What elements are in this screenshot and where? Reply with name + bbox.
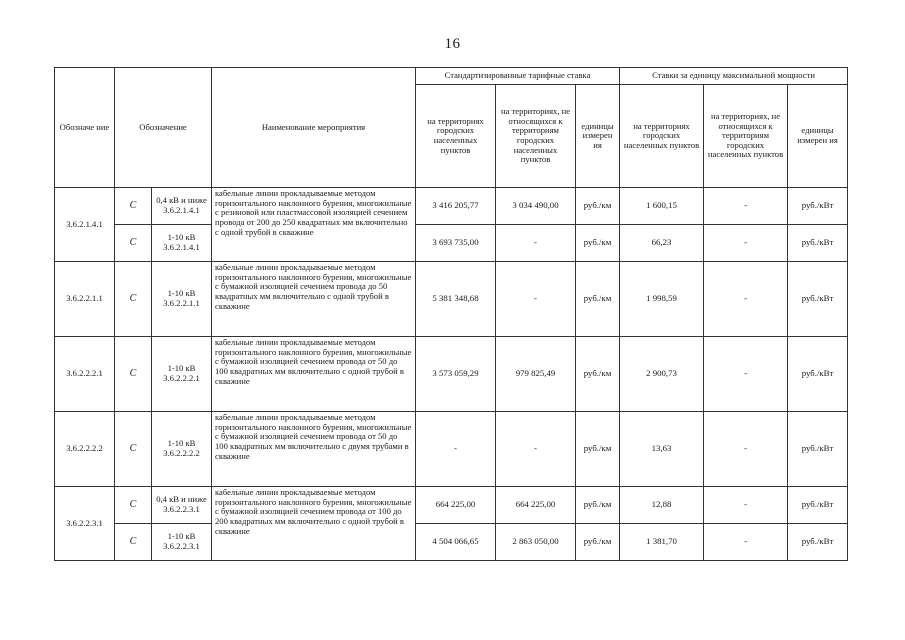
table-row [55, 524, 848, 561]
row-name: кабельные линии прокладываемые методом горизонтального наклонного бурения, многожильные с резиновой или пластмассовой изоляцией сечением провода от 200 до 250 квадратных мм включительно с одной трубой в скважине [212, 188, 416, 262]
row-voltage: 1-10 кВ 3.6.2.1.4.1 [152, 225, 212, 262]
pw-nonurban-value: - [704, 487, 788, 524]
std-urban-value: - [416, 412, 496, 487]
std-urban-value: 3 416 205,77 [416, 188, 496, 225]
table-row [55, 188, 848, 225]
row-voltage: 1-10 кВ 3.6.2.2.3.1 [152, 524, 212, 561]
row-name: кабельные линии прокладываемые методом горизонтального наклонного бурения, многожильные с бумажной изоляцией сечением провода до 50 квадратных мм включительно с одной трубой в скважине [212, 262, 416, 337]
row-letter: С [115, 225, 152, 262]
std-nonurban-value: 3 034 490,00 [496, 188, 576, 225]
row-voltage: 1-10 кВ 3.6.2.2.2.2 [152, 412, 212, 487]
std-urban-value: 3 573 059,29 [416, 337, 496, 412]
std-unit: руб./км [576, 188, 620, 225]
row-code: 3.6.2.2.1.1 [55, 262, 115, 337]
table-row [55, 487, 848, 524]
std-nonurban-value: 2 863 050,00 [496, 524, 576, 561]
pw-nonurban-value: - [704, 412, 788, 487]
row-letter: С [115, 524, 152, 561]
header-std-unit: единицы измерен ия [576, 85, 620, 188]
pw-unit: руб./кВт [788, 524, 848, 561]
pw-unit: руб./кВт [788, 188, 848, 225]
pw-unit: руб./кВт [788, 262, 848, 337]
row-voltage: 0,4 кВ и ниже 3.6.2.1.4.1 [152, 188, 212, 225]
pw-urban-value: 2 900,73 [620, 337, 704, 412]
pw-nonurban-value: - [704, 524, 788, 561]
table-row [55, 412, 848, 487]
row-letter: С [115, 337, 152, 412]
pw-urban-value: 66,23 [620, 225, 704, 262]
table-row [55, 337, 848, 412]
pw-urban-value: 12,88 [620, 487, 704, 524]
header-std-nonurban: на территориях, не относящихся к территориям городских населенных пунктов [496, 85, 576, 188]
header-name: Наименование мероприятия [212, 68, 416, 188]
table-row [55, 262, 848, 337]
pw-nonurban-value: - [704, 188, 788, 225]
row-code: 3.6.2.2.3.1 [55, 487, 115, 561]
std-nonurban-value: - [496, 225, 576, 262]
header-pw-urban: на территориях городских населенных пунктов [620, 85, 704, 188]
row-voltage: 1-10 кВ 3.6.2.2.2.1 [152, 337, 212, 412]
pw-unit: руб./кВт [788, 412, 848, 487]
std-unit: руб./км [576, 262, 620, 337]
table-row [55, 225, 848, 262]
tariff-table [54, 67, 848, 561]
std-urban-value: 664 225,00 [416, 487, 496, 524]
std-urban-value: 4 504 066,65 [416, 524, 496, 561]
std-unit: руб./км [576, 225, 620, 262]
pw-urban-value: 13,63 [620, 412, 704, 487]
pw-unit: руб./кВт [788, 487, 848, 524]
std-urban-value: 5 381 348,68 [416, 262, 496, 337]
std-nonurban-value: - [496, 262, 576, 337]
std-unit: руб./км [576, 337, 620, 412]
header-row-top [55, 68, 848, 85]
pw-nonurban-value: - [704, 262, 788, 337]
header-power-group: Ставки за единицу максимальной мощности [620, 68, 848, 85]
header-std-urban: на территориях городских населенных пунктов [416, 85, 496, 188]
pw-nonurban-value: - [704, 225, 788, 262]
header-designation: Обозначение [115, 68, 212, 188]
row-letter: С [115, 412, 152, 487]
std-unit: руб./км [576, 487, 620, 524]
std-nonurban-value: - [496, 412, 576, 487]
std-unit: руб./км [576, 524, 620, 561]
row-name: кабельные линии прокладываемые методом горизонтального наклонного бурения, многожильные с бумажной изоляцией сечением провода от 50 до 100 квадратных мм включительно с одной трубой в скважине [212, 337, 416, 412]
pw-urban-value: 1 381,70 [620, 524, 704, 561]
row-code: 3.6.2.2.2.1 [55, 337, 115, 412]
row-letter: С [115, 487, 152, 524]
header-standard-group: Стандартизированные тарифные ставка [416, 68, 620, 85]
std-unit: руб./км [576, 412, 620, 487]
header-code: Обозначе ние [55, 68, 115, 188]
pw-unit: руб./кВт [788, 337, 848, 412]
page-number: 16 [444, 36, 461, 52]
row-letter: С [115, 262, 152, 337]
header-pw-unit: единицы измерен ия [788, 85, 848, 188]
row-code: 3.6.2.1.4.1 [55, 188, 115, 262]
std-urban-value: 3 693 735,00 [416, 225, 496, 262]
row-letter: С [115, 188, 152, 225]
pw-urban-value: 1 600,15 [620, 188, 704, 225]
std-nonurban-value: 979 825,49 [496, 337, 576, 412]
std-nonurban-value: 664 225,00 [496, 487, 576, 524]
row-name: кабельные линии прокладываемые методом горизонтального наклонного бурения, многожильные с бумажной изоляцией сечением провода от 50 до 100 квадратных мм включительно с двумя трубами в скважине [212, 412, 416, 487]
row-code: 3.6.2.2.2.2 [55, 412, 115, 487]
row-name: кабельные линии прокладываемые методом горизонтального наклонного бурения, многожильные с бумажной изоляцией сечением провода от 100 до 200 квадратных мм включительно с одной трубой в скважине [212, 487, 416, 561]
pw-urban-value: 1 998,59 [620, 262, 704, 337]
row-voltage: 0,4 кВ и ниже 3.6.2.2.3.1 [152, 487, 212, 524]
header-pw-nonurban: на территориях, не относящихся к территориям городских населенных пунктов [704, 85, 788, 188]
pw-nonurban-value: - [704, 337, 788, 412]
row-voltage: 1-10 кВ 3.6.2.2.1.1 [152, 262, 212, 337]
pw-unit: руб./кВт [788, 225, 848, 262]
